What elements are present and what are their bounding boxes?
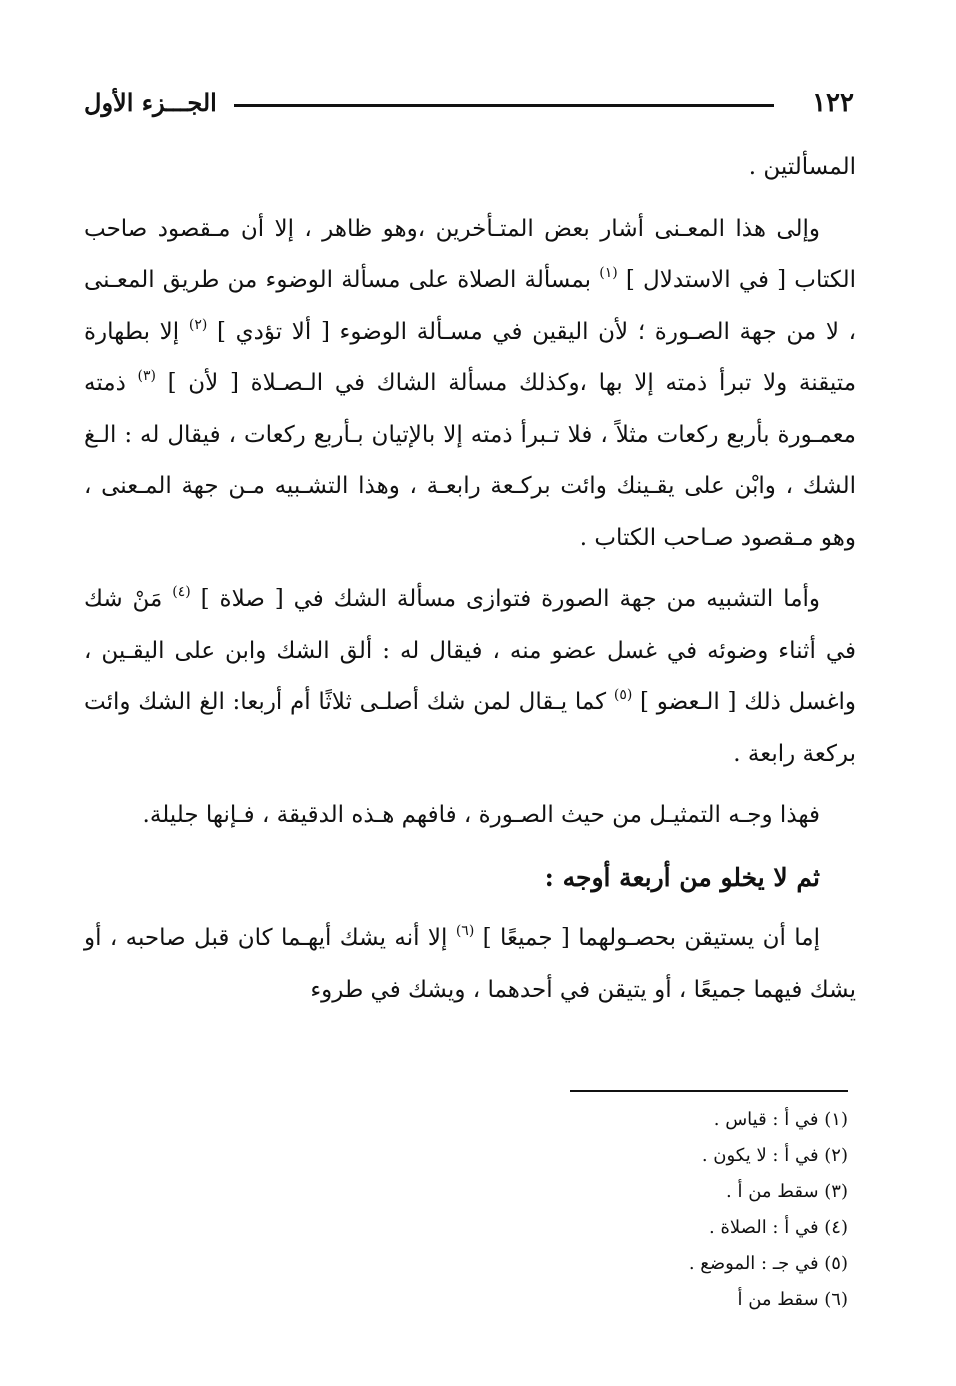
page-number: ١٢٢ xyxy=(812,88,854,118)
text-run: إلا أنه يشك أيهـما كان قبل صاحبه ، أو يشك فيهما جميعًا ، أو يتيقن في أحدهما ، ويشك في طروء xyxy=(84,925,856,1003)
footnotes xyxy=(548,1102,848,1318)
footnote-5: (٥) في جـ : الموضع . xyxy=(688,1253,848,1274)
text-run: وأما التشبيه من جهة الصورة فتوازى مسألة الشك في [ صلاة ] xyxy=(200,586,821,612)
part-title: الجـــزء الأول xyxy=(84,88,217,117)
text-run: بمسألة الصلاة على مسألة الوضوء من طريق المعـنى ، لا من جهة الصـورة ؛ لأن اليقين في مسـألة الوضوء [ ألا تؤدي ] xyxy=(84,267,857,345)
text-run: مَنْ شك في أثناء وضوئه في غسل عضو منه ، فيقال له : ألق الشك وابن على اليقـين ، واغسل ذلك [ الـعضو ] xyxy=(84,586,857,715)
footnote-ref-4[interactable]: (٤) xyxy=(172,584,191,600)
footnote-ref-3[interactable]: (٣) xyxy=(137,368,156,384)
header-rule xyxy=(234,104,774,107)
paragraph-4 xyxy=(84,913,856,1016)
footnote-4: (٤) في أ : الصلاة . xyxy=(709,1217,848,1238)
paragraph-3: فهذا وجـه التمثيـل من حيث الصـورة ، فافهم هـذه الدقيقة ، فـإنها جليلة. xyxy=(142,802,820,828)
footnote-2: (٢) في أ : لا يكون . xyxy=(701,1145,848,1166)
main-text xyxy=(84,142,856,1026)
footnote-3: (٣) سقط من أ . xyxy=(726,1181,848,1202)
paragraph-continuation: المسألتين . xyxy=(748,154,856,180)
text-run: إما أن يستيقن بحصـولهما [ جميعًا ] xyxy=(482,925,821,951)
text-run: إلا بطهارة متيقنة ولا تبرأ ذمته إلا بها ،وكذلك مسألة الشاك في الـصـلاة [ لأن ] xyxy=(84,318,857,396)
footnote-ref-5[interactable]: (٥) xyxy=(613,687,633,703)
footnote-ref-6[interactable]: (٦) xyxy=(455,923,475,939)
paragraph-1 xyxy=(84,204,856,565)
footnote-6: (٦) سقط من أ xyxy=(737,1289,848,1310)
footnote-ref-2[interactable]: (٢) xyxy=(188,316,208,333)
footnote-rule xyxy=(570,1090,848,1092)
text-run: وإلى هذا المعـنى أشار بعض المتـأخرين ،وهو ظاهر ، إلا أن مـقصود صاحب الكتاب [ في الاستدلال ] xyxy=(84,215,857,293)
section-heading: ثم لا يخلو من أربعة أوجه : xyxy=(544,862,820,892)
footnote-ref-1[interactable]: (١) xyxy=(599,265,618,281)
page-header xyxy=(84,84,854,124)
footnote-1: (١) في أ : قياس . xyxy=(713,1109,848,1130)
text-run: ذمته معمـورة بأربع ركعات مثلاً ، فلا تـبرأ ذمته إلا بالإتيان بـأربع ركعات ، فيقال له : الـغ الشك ، وابْن على يقـينك وائت بركـعة رابعـة ، وهذا التشـبيه مـن جهة المـعنى ، وهو مـقصود صـاحب الكتاب . xyxy=(84,370,856,551)
text-run: كما يـقال لمن شك أصلـى ثلاثًا أم أربعا: الغ الشك وائت بركعة رابعة . xyxy=(84,689,856,767)
paragraph-2 xyxy=(84,574,856,780)
